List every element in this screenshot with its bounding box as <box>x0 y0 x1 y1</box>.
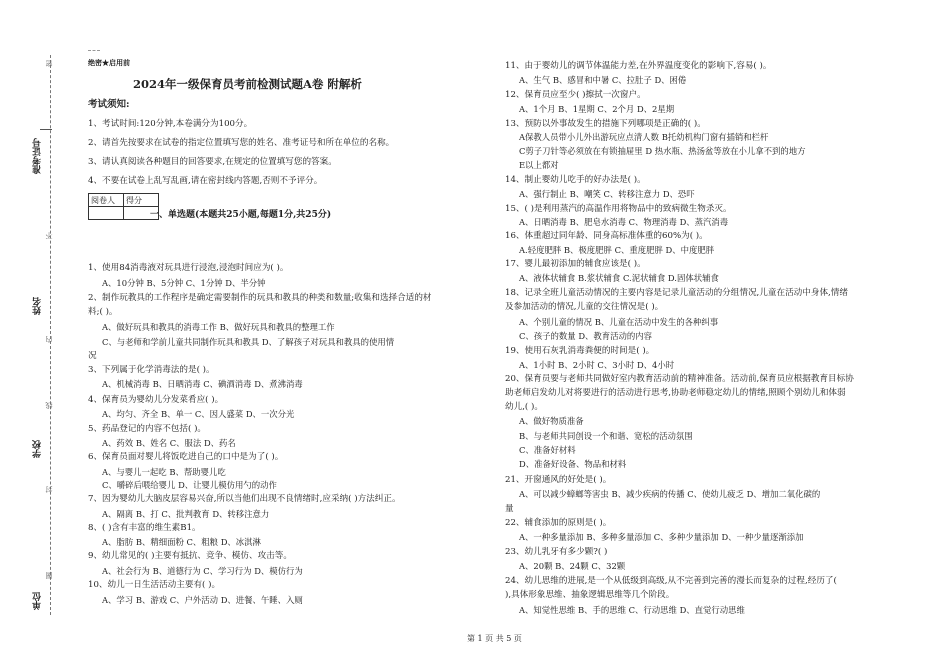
answer-options: A、脂肪 B、精细面粉 C、粗粮 D、冰淇淋 <box>102 537 261 547</box>
score-table <box>88 193 159 220</box>
answer-options: A、学习 B、游戏 C、户外活动 D、进餐、午睡、入厕 <box>102 595 303 605</box>
question-line: 7、因为婴幼儿大脑皮层容易兴奋,所以当他们出现不良情绪时,应采纳( )方法纠正。 <box>88 494 401 504</box>
question-line: 16、体重超过同年龄、同身高标准体重的60%为( )。 <box>505 231 708 241</box>
question-line: 况 <box>88 351 97 361</box>
question-line: 9、幼儿常见的( )主要有抵抗、竞争、模仿、攻击等。 <box>88 551 292 561</box>
answer-options: A、做好物质准备 <box>519 416 584 426</box>
answer-options: B、与老师共同创设一个和谐、宽松的活动氛围 <box>519 431 693 441</box>
exam-id-label: 准考证号 <box>33 138 43 174</box>
score-header-reviewer: 阅卷人 <box>89 194 124 207</box>
seal-mark-2: 不 <box>45 232 53 239</box>
answer-options: A保教人员带小儿外出游玩应点清人数 B托幼机构门窗有插销和栏杆 <box>519 132 769 142</box>
answer-options: A、社会行为 B、道德行为 C、学习行为 D、模仿行为 <box>102 566 303 576</box>
question-line: 12、保育员应至少( )擦拭一次窗户。 <box>505 90 646 100</box>
question-line: 17、婴儿最初添加的辅食应该是( )。 <box>505 259 646 269</box>
answer-options: A、与婴儿一起吃 B、帮助婴儿吃 <box>102 467 226 477</box>
name-label: 姓名 <box>33 297 43 315</box>
exam-id-underline <box>40 129 52 130</box>
page-title: 2024年一级保育员考前检测试题A卷 附解析 <box>133 77 362 91</box>
seal-mark-6: 圈 <box>45 572 53 579</box>
seal-mark-4: 线 <box>45 402 53 409</box>
answer-options: C、与老师和学前儿童共同制作玩具和教具 D、了解孩子对玩具和教具的使用情 <box>102 337 395 347</box>
question-line: 21、开窗通风的好处是( )。 <box>505 475 612 485</box>
question-line: 15、( )是利用蒸汽的高温作用将物品中的致病微生物杀灭。 <box>505 204 732 214</box>
answer-options: A、生气 B、感冒和中暑 C、拉肚子 D、困倦 <box>519 75 687 85</box>
answer-options: A、知觉性思维 B、手的思维 C、行动思维 D、直觉行动思维 <box>519 605 745 615</box>
answer-options: A.轻度肥胖 B、极度肥胖 C、重度肥胖 D、中度肥胖 <box>519 245 715 255</box>
question-line: 及参加活动的情况,儿童的交往情况是( )。 <box>505 302 664 312</box>
answer-options: A、日晒消毒 B、肥皂水消毒 C、物理消毒 D、蒸汽消毒 <box>519 217 729 227</box>
question-line: 14、制止婴幼儿吃手的好办法是( )。 <box>505 175 646 185</box>
answer-options: C、准备好材料 <box>519 445 576 455</box>
answer-options: A、药效 B、姓名 C、服法 D、药名 <box>102 438 236 448</box>
notice-item: 3、请认真阅读各种题目的回答要求,在规定的位置填写您的答案。 <box>88 157 337 167</box>
answer-options: A、1个月 B、1星期 C、2个月 D、2星期 <box>519 104 675 114</box>
top-dash <box>88 50 100 51</box>
question-line: 量 <box>505 504 514 514</box>
answer-options: A、强行制止 B、嘲笑 C、转移注意力 D、恐吓 <box>519 189 695 199</box>
notice-item: 4、不要在试卷上乱写乱画,请在密封线内答题,否则不予评分。 <box>88 176 323 186</box>
answer-options: A、10分钟 B、5分钟 C、1分钟 D、半分钟 <box>102 278 266 288</box>
question-line: 10、幼儿一日生活活动主要有( )。 <box>88 580 221 590</box>
question-line: 13、预防以外事故发生的措施下列哪项是正确的( )。 <box>505 119 706 129</box>
question-line: 5、药品登记的内容不包括( )。 <box>88 424 207 434</box>
score-cell-reviewer[interactable] <box>89 207 124 220</box>
question-line: ),具体形象思维、抽象逻辑思维等几个阶段。 <box>505 590 675 600</box>
answer-options: A、可以减少蟑螂等害虫 B、减少疾病的传播 C、使幼儿疲乏 D、增加二氧化碳的 <box>519 489 821 499</box>
page-footer: 第 1 页 共 5 页 <box>467 634 522 643</box>
question-line: 4、保育员为婴幼儿分发菜肴应( )。 <box>88 395 224 405</box>
notice-heading: 考试须知: <box>88 99 130 110</box>
question-line: 24、幼儿思维的进展,是一个从低级到高级,从不完善到完善的漫长而复杂的过程,经历了( <box>505 576 837 586</box>
question-line: 11、由于婴幼儿的调节体温能力差,在外界温度变化的影响下,容易( )。 <box>505 61 772 71</box>
unit-label: 单位 <box>33 592 43 610</box>
answer-options: A、个别儿童的情况 B、儿童在活动中发生的各种纠事 <box>519 317 719 327</box>
score-header-score: 得分 <box>124 194 159 207</box>
answer-options: A、做好玩具和教具的消毒工作 B、做好玩具和教具的整理工作 <box>102 322 335 332</box>
question-line: 幼儿,( )。 <box>505 402 543 412</box>
answer-options: A、机械消毒 B、日晒消毒 C、碘酒消毒 D、煮沸消毒 <box>102 379 303 389</box>
notice-item: 2、请首先按要求在试卷的指定位置填写您的姓名、准考证号和所在单位的名称。 <box>88 138 395 148</box>
answer-options: E以上都对 <box>519 160 559 170</box>
question-line: 6、保育员面对婴儿将饭吃进自己的口中是为了( )。 <box>88 452 284 462</box>
answer-options: C剪子刀针等必须放在有锁抽屉里 D 热水瓶、热汤盆等放在小儿拿不到的地方 <box>519 146 806 156</box>
question-line: 助老师启发幼儿对将要进行的活动进行思考,协助老师稳定幼儿的情绪,照顾个别幼儿和体弱 <box>505 388 846 398</box>
answer-options: A、均匀、齐全 B、单一 C、因人盛菜 D、一次分光 <box>102 409 295 419</box>
answer-options: A、20颗 B、24颗 C、32颗 <box>519 561 626 571</box>
section-heading: 一、单选题(本题共25小题,每题1分,共25分) <box>150 210 332 220</box>
question-line: 8、( )含有丰富的维生素B1。 <box>88 523 201 533</box>
seal-mark-1: 密 <box>45 60 53 67</box>
question-line: 料;( )。 <box>88 307 118 317</box>
notice-item: 1、考试时间:120分钟,本卷满分为100分。 <box>88 119 253 129</box>
question-line: 18、记录全班儿童活动情况的主要内容是记录儿童活动的分组情况,儿童在活动中身体,情绪 <box>505 288 848 298</box>
question-line: 1、使用84消毒液对玩具进行浸泡,浸泡时间应为( )。 <box>88 263 289 273</box>
answer-options: D、准备好设备、物品和材料 <box>519 459 627 469</box>
seal-mark-5: 封 <box>45 486 53 493</box>
question-line: 22、辅食添加的原则是( )。 <box>505 518 612 528</box>
answer-options: C、嚼碎后喂给婴儿 D、让婴儿模仿用勺的动作 <box>102 480 277 490</box>
answer-options: A、一种多量添加 B、多种多量添加 C、多种少量添加 D、一种少量逐渐添加 <box>519 532 804 542</box>
question-line: 19、使用石灰乳消毒粪便的时间是( )。 <box>505 346 655 356</box>
question-line: 2、制作玩教具的工作程序是确定需要制作的玩具和教具的种类和数量;收集和选择合适的材 <box>88 293 432 303</box>
school-label: 学校 <box>33 440 43 458</box>
answer-options: A、隔离 B、打 C、批判教育 D、转移注意力 <box>102 509 270 519</box>
question-line: 3、下列属于化学消毒法的是( )。 <box>88 365 215 375</box>
answer-options: A、液体状辅食 B.浆状辅食 C.泥状辅食 D.固体状辅食 <box>519 273 719 283</box>
seal-dashed-line <box>50 55 51 615</box>
question-line: 23、幼儿乳牙有多少颗?( ) <box>505 547 608 557</box>
answer-options: C、孩子的数量 D、教育活动的内容 <box>519 331 653 341</box>
seal-mark-3: 内 <box>45 336 53 343</box>
question-line: 20、保育员要与老师共同做好室内教育活动前的精神准备。活动前,保育员应根据教育目标协 <box>505 374 854 384</box>
answer-options: A、1小时 B、2小时 C、3小时 D、4小时 <box>519 360 675 370</box>
secret-tag: 绝密★启用前 <box>88 58 130 67</box>
